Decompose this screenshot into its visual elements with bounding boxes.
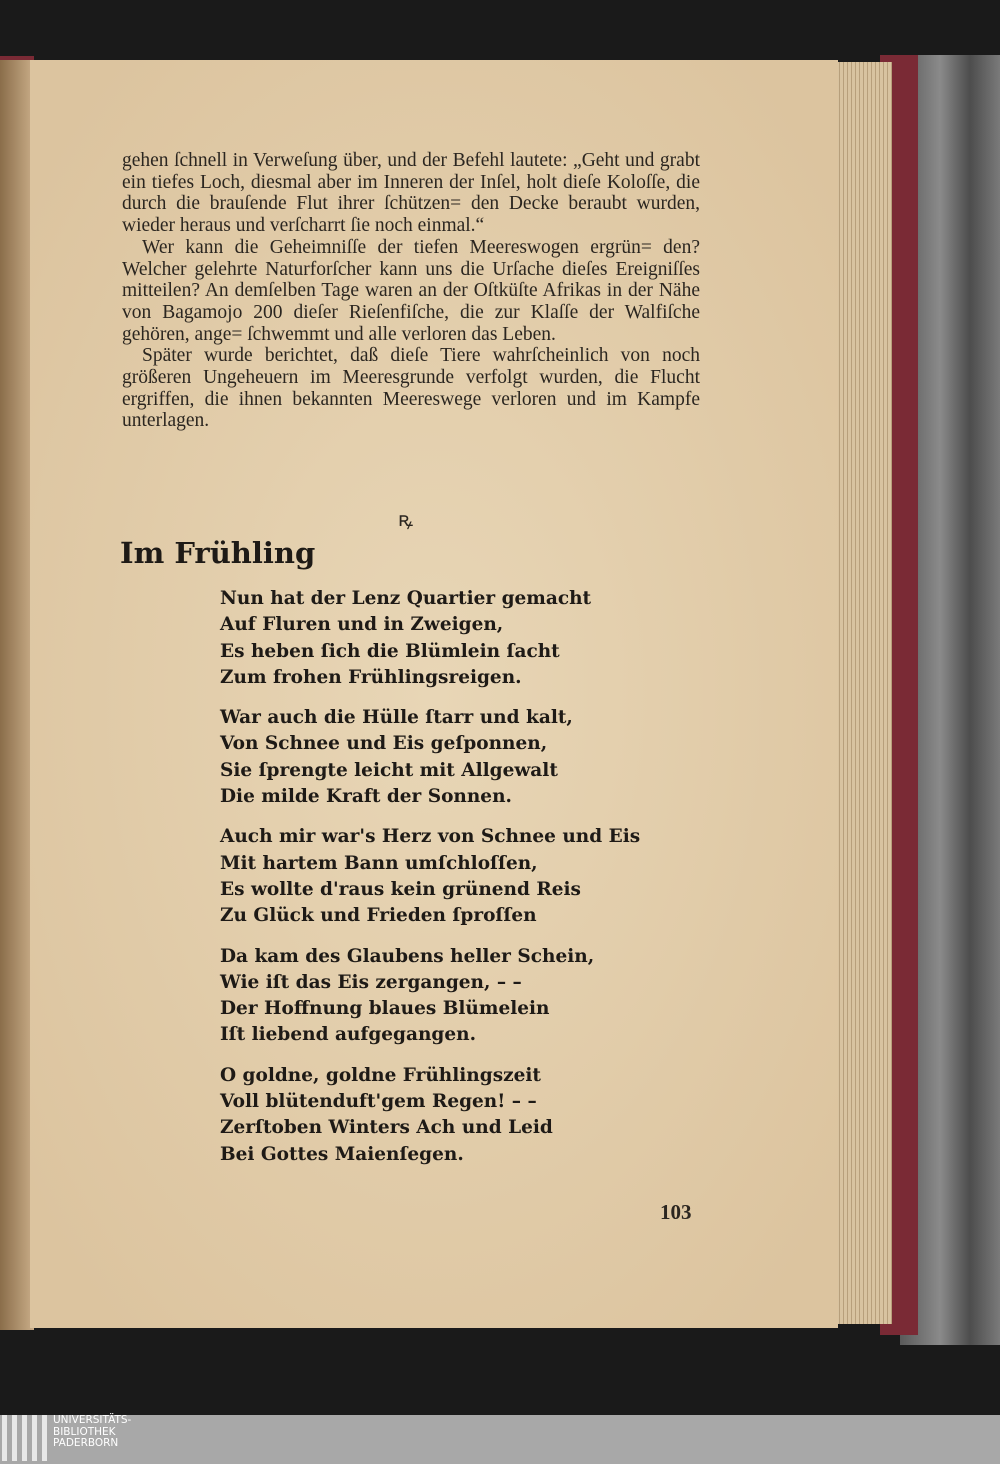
poem-line: Der Hoffnung blaues Blümelein — [220, 998, 550, 1020]
poem-line: Da kam des Glaubens heller Schein, — [220, 945, 595, 967]
poem-line: Sie ſprengte leicht mit Allgewalt — [220, 759, 558, 781]
library-logo-icon — [2, 1415, 47, 1464]
poem-line: Nun hat der Lenz Quartier gemacht — [220, 588, 592, 609]
paragraph: gehen ſchnell in Verweſung über, und der Befehl lautete: „Geht und grabt ein tiefes Loch, diesmal aber im Inneren der Inſel, holt dieſe Koloſſe, die durch die brauſende Flut ihrer ſchützen= den Decke beraubt wurden, wieder heraus und verſcharrt ſie noch einmal.“ — [122, 150, 700, 237]
poem-line: Iſt liebend aufgegangen. — [220, 1024, 477, 1046]
stanza — [220, 586, 640, 691]
poem-line: Auf Fluren und in Zweigen, — [220, 614, 504, 636]
poem-line: Von Schnee und Eis geſponnen, — [220, 733, 548, 755]
poem-line: Auch mir war's Herz von Schnee und Eis — [220, 826, 641, 848]
ornament: ꝶ — [398, 507, 414, 531]
poem-line: Voll blütenduft'gem Regen! – – — [220, 1091, 537, 1113]
poem — [220, 586, 640, 1182]
poem-line: Wie iſt das Eis zergangen, – – — [220, 971, 522, 993]
stanza — [220, 824, 640, 929]
poem-line: Es wollte d'raus kein grünend Reis — [220, 878, 581, 900]
poem-line: Zerſtoben Winters Ach und Leid — [220, 1117, 553, 1139]
library-logo-text: UNIVERSITÄTS- BIBLIOTHEK PADERBORN — [53, 1414, 132, 1449]
stanza — [220, 944, 640, 1049]
poem-line: Mit hartem Bann umſchloſſen, — [220, 852, 538, 874]
left-page-strip — [0, 60, 34, 1330]
poem-line: War auch die Hülle ſtarr und kalt, — [220, 707, 573, 729]
page-number: 103 — [660, 1200, 692, 1224]
paragraph: Später wurde berichtet, daß dieſe Tiere wahrſcheinlich von noch größeren Ungeheuern im Meeresgrunde verfolgt wurden, die Flucht ergriffen, die ihnen bekannten Meereswege verloren und im Kampfe unterlagen. — [122, 345, 700, 432]
poem-line: Bei Gottes Maienſegen. — [220, 1143, 464, 1165]
poem-title: Im Frühling — [120, 536, 316, 570]
poem-line: Zum frohen Frühlingsreigen. — [220, 666, 522, 688]
stanza — [220, 1063, 640, 1168]
poem-line: Die milde Kraft der Sonnen. — [220, 786, 512, 808]
prose-text — [122, 150, 700, 432]
stanza — [220, 705, 640, 810]
poem-line: Zu Glück und Frieden ſproſſen — [220, 905, 537, 927]
paragraph: Wer kann die Geheimniſſe der tiefen Meereswogen ergrün= den? Welcher gelehrte Naturforſcher kann uns die Urſache dieſes Ereigniſſes mitteilen? An demſelben Tage waren an der Oſtküſte Afrikas in der Nähe von Bagamojo 200 dieſer Rieſenfiſche, die zur Klaſſe der Walfiſche gehören, ange= ſchwemmt und alle verloren das Leben. — [122, 236, 700, 345]
page-edges — [832, 62, 892, 1324]
poem-line: Es heben ſich die Blümlein ſacht — [220, 640, 560, 662]
footer-bar — [0, 1415, 1000, 1464]
poem-line: O goldne, goldne Frühlingszeit — [220, 1064, 541, 1086]
